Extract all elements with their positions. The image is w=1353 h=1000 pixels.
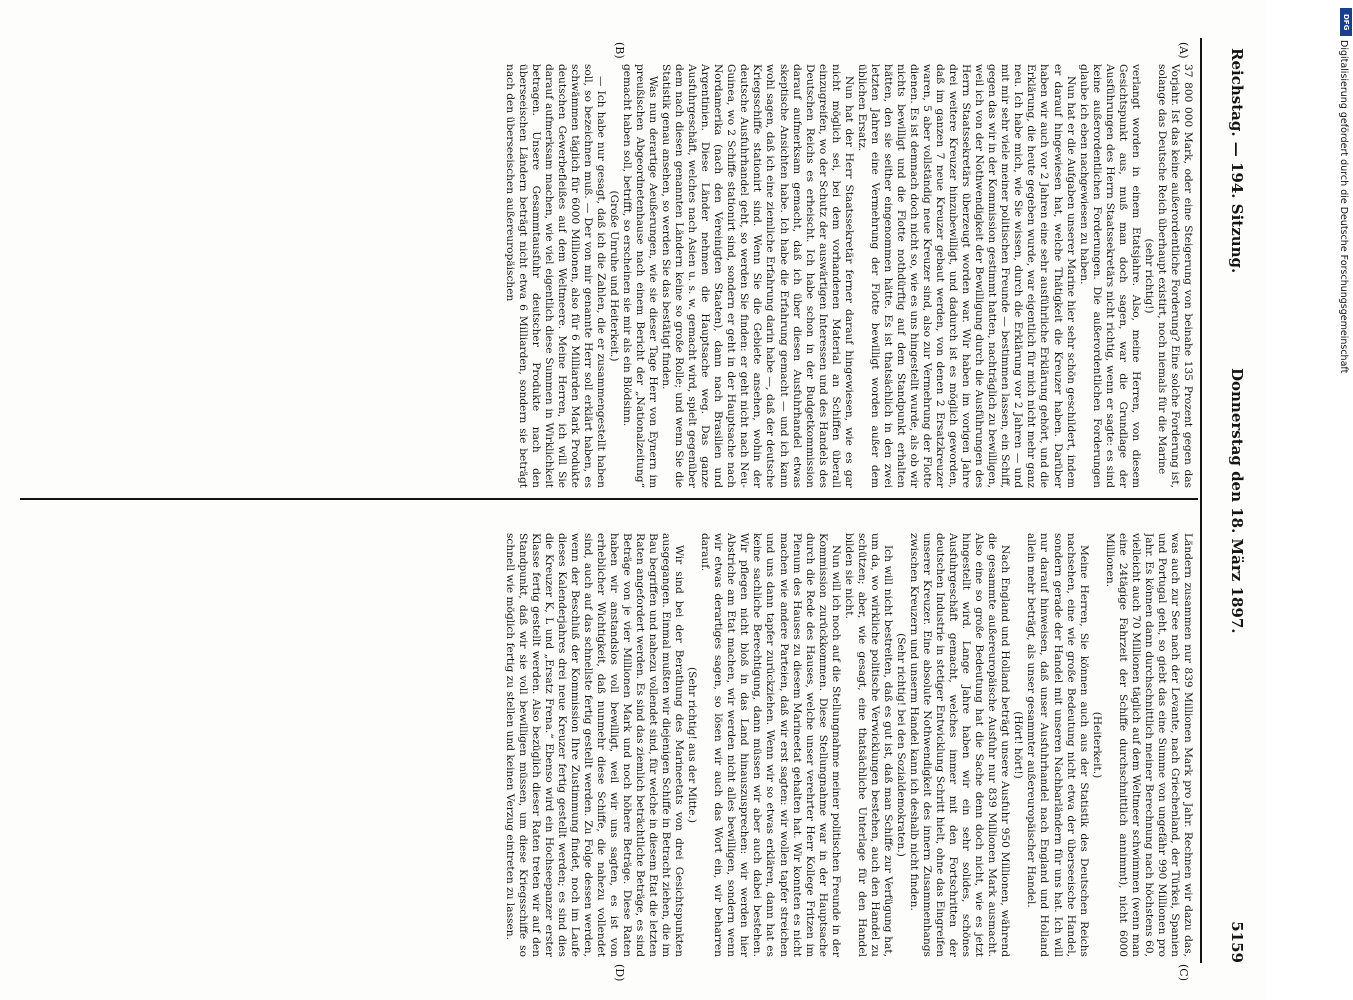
paragraph: Nun hat der Herr Staatssekretär ferner darauf hingewiesen, wie es gar nicht möglich sei, bei dem vorhandenen Material an Schiffen überall einzugreifen, wo der Schutz der auswärtigen Interessen und des Handels des Deutschen Reichs es erheischt. Ich habe schon in der Budgetkommission darauf aufmerksam gemacht, daß ich über diesen Ausfuhrhandel etwas skeptische Ansichten habe. Ich habe die Erfahrung gemacht — und ich kann wohl sagen, daß ich eine ziemliche Erfahrung darin habe —, daß der deutsche Kriegsschiffe stationirt sind. Wenn Sie die Gebiete ansehen, wohin der deutsche Ausfuhrhandel geht, so werden Sie finden: er geht nicht nach Neu-Guinea, wo 2 Schiffe stationirt sind, sondern er geht in der Hauptsache nach Nordamerika (nach den Vereinigten Staaten), dann nach Brasilien und Argentinien. Diese Länder nehmen die Hauptsache weg. Das ganze Ausfuhrgeschäft, welches nach Asien u. s. w. gemacht wird, spielt gegenüber dem nach diesen genannten Ländern keine so große Rolle; und wenn Sie die Statistik genau ansehen, so werden Sie das bestätigt finden. [660, 64, 855, 488]
digitization-credit: Digitalisierung gefördert durch die Deutsche Forschungsgemeinschaft [1338, 40, 1349, 374]
page-number: 5159 [1228, 921, 1246, 963]
paragraph: Nach England und Holland beträgt unsere Ausfuhr 950 Millionen, während die gesammte außereuropäische Ausfuhr nur 839 Millionen Mark ausmacht. Also eine so große Bedeutung hat die Sache denn doch nicht, wie es jetzt hingestellt wird. Lange Jahre haben wir ein sehr solides, schönes Ausfuhrgeschäft gemacht, welches immer mit den Fortschritten der deutschen Industrie in stetiger Entwicklung Schritt hielt, ohne das Eingreifen unserer Kreuzer. Eine absolute Nothwendigkeit des innern Zusammenhangs zwischen Kreuzern und unserm Handel kann ich deshalb nicht finden. [908, 533, 1012, 957]
left-column [24, 64, 1194, 488]
page-header [1200, 38, 1266, 963]
margin-mark-d: (D) [613, 964, 626, 982]
interjection: (Hört! hört!) [1012, 711, 1025, 779]
margin-mark-b: (B) [613, 42, 626, 59]
margin-mark-c: (C) [1177, 964, 1190, 981]
interjection: (sehr richtig!) [1142, 238, 1155, 314]
header-left: Reichstag. — 194. Sitzung. [1228, 48, 1246, 274]
header-date: Donnerstag den 18. März 1897. [1228, 368, 1246, 634]
paragraph: — Ich habe nur gesagt, daß ich die Zahlen, die er zusammengestellt haben soll, so bezeichnen muß. — Der von mir genannte Herr soll erklärt haben, es schwämmen täglich für 6000 Millionen, also für 6 Milliarden Mark Produkte deutschen Gewerbefleißes auf dem Weltmeere. Meine Herren, ich will Sie darauf aufmerksam machen, wie viel eigentlich diese Summen in Wirklichkeit betragen. Unsere Gesammtausfuhr deutscher Produkte nach den überseeischen Ländern beträgt nicht etwa 6 Milliarden, sondern sie beträgt nach den überseeischen außereuropäischen [503, 64, 607, 488]
dfg-logo: DFG [1340, 8, 1352, 36]
paragraph: verlangt worden in einem Etatsjahre. Also, meine Herren, von diesem Gesichtspunkt aus, muß man doch sagen, war die Grundlage der Ausführungen des Herrn Staatssekretärs nicht richtig, wenn er sagte: es sind keine außerordentlichen Forderungen. Die außerordentlichen Forderungen glaube ich eben nachgewiesen zu haben. [1077, 64, 1142, 488]
paragraph: 37 800 000 Mark, oder eine Steigerung von beinahe 135 Prozent gegen das Vorjahr. Ist das keine außerordentliche Forderung? Eine solche Forderung ist, solange das Deutsche Reich überhaupt existirt, noch niemals für die Marine [1155, 64, 1194, 488]
paragraph: Was nun derartige Aeußerungen, wie sie dieser Tage Herr von Eynern im preußischen Abgeordnetenhause nach einem Bericht der „Nationalzeitung“ gemacht haben soll, betrifft, so erscheinen sie mir als ein Blödsinn. [620, 64, 660, 488]
column-divider [20, 498, 1198, 500]
paragraph: Ländern zusammen nur 839 Millionen Mark pro Jahr. Rechnen wir dazu das, was auch zur See nach der Levante, nach Griechenland, der Türkei, Spanien und Portugal geht, so giebt das eine Summe von ungefähr 990 Millionen pro Jahr. Es können dann durchschnittlich meiner Berechnung nach höchstens 60, vielleicht auch 70 Millionen täglich auf dem Weltmeer schwimmen (wenn man eine 24tägige Fahrzeit der Schiffe durchschnittlich annimmt), nicht 6000 Millionen. [1103, 533, 1194, 957]
paragraph: Meine Herren, Sie können auch aus der Statistik des Deutschen Reichs nachsehen, eine wie große Bedeutung nicht etwa der überseeische Handel, sondern gerade der Handel mit unseren Nachbarländern für uns hat. Ich will nur darauf hinweisen, daß unser Ausfuhrhandel nach England und Holland allein mehr beträgt, als unser gesammter außereuropäischer Handel. [1025, 533, 1090, 957]
paragraph: Nun hat er die Aufgaben unserer Marine hier sehr schön geschildert, indem er darauf hingewiesen hat, welche Thätigkeit die Kreuzer haben. Darüber haben wir auch vor 2 Jahren eine sehr ausführliche Erklärung gehört, und die Erklärung, die heute gegeben wurde, war eigentlich für mich nicht mehr ganz neu. Ich habe mich, wie Sie wissen, durch die Erklärung vor 2 Jahren — und mit mir sehr viele meiner politischen Freunde — bestimmen lassen, ein Schiff, gegen das wir in der Kommission gestimmt hatten, nachträglich zu bewilligen, weil ich von der Nothwendigkeit der Bewilligung durch die Ausführungen des Herrn Staatssekretärs überzeugt worden war. Wir haben im vorigen Jahre drei weitere Kreuzer hinzubewilligt, und dadurch ist es möglich geworden, daß im ganzen 7 neue Kreuzer gebaut werden, von denen 2 Ersatzkreuzer waren, 5 aber vollständig neue Kreuzer sind, also zur Vermehrung der Flotte dienen. Es ist demnach doch nicht so, wie es uns hingestellt wurde, als ob wir nichts bewilligt und die Flotte nothdürftig auf dem Standpunkt erhalten hätten, den sie seither eingenommen hätte. Es ist thatsächlich in den zwei letzten Jahren eine Vermehrung der Flotte bewilligt worden außer dem üblichen Ersatz. [855, 64, 1077, 488]
paragraph: Ich will nicht bestreiten, daß es gut ist, daß man Schiffe zur Verfügung hat, um da, wo wirkliche politische Verwicklungen bestehen, auch den Handel zu schützen; aber, wie gesagt, eine thatsächliche Unterlage für den Handel bilden sie nicht. [842, 533, 894, 957]
right-column [24, 533, 1194, 957]
interjection: (Große Unruhe und Heiterkeit.) [607, 190, 620, 362]
header-rule [1200, 38, 1202, 963]
margin-mark-a: (A) [1177, 42, 1190, 59]
interjection: (Sehr richtig! aus der Mitte.) [686, 666, 699, 824]
paragraph: Wir sind bei der Berathung des Marineetats von drei Gesichtspunkten ausgegangen. Einmal mußten wir diejenigen Schiffe in Betracht ziehen, die im Bau begriffen und nahezu vollendet sind, für welche in diesem Etat die letzten Raten angefordert werden. Es sind das ziemlich beträchtliche Beträge, es sind Beträge von je vier Millionen Mark und noch höhere Beträge. Diese Raten haben wir anstandslos voll bewilligt, weil wir uns sagten, es ist von erheblicher Wichtigkeit, daß nunmehr diese Schiffe, die nahezu vollendet sind, auch auf das schnellste fertig gestellt werden. Zu Folge dessen werden, wenn der Beschluß der Kommission Ihre Zustimmung findet, noch im Laufe dieses Kalenderjahres drei neue Kreuzer fertig gestellt werden; es sind dies die Kreuzer K, L und „Ersatz Frena.“ Ebenso wird ein Hochseepanzer erster Klasse fertig gestellt werden. Also bezüglich dieser Raten treten wir auf den Standpunkt, daß wir sie voll bewilligen müssen, um diese Kriegsschiffe so schnell wie möglich fertig zu stellen und keinen Verzug eintreten zu lassen. [503, 533, 686, 957]
paragraph: Nun will ich noch auf die Stellungnahme meiner politischen Freunde in der Kommission zurückkommen. Diese Stellungnahme war in der Hauptsache durch die Rede des Hauses, welche unser verehrter Herr Kollege Fritzen im Plenum des Hauses zu diesem Marineetat gehalten hat. Wir konnten es nicht machen wie andere Parteien, daß wir erst sagten: wir wollen tapfer streichen und uns dann tapfer zurückziehen. Wenn wir so etwas erklären, dann hat es keine sachliche Berechtigung, dann müssen wir aber auch dabei bestehen. Wir pflegen nicht bloß in das Land hinauszusprechen: wir werden hier Abstriche am Etat machen, wir werden nicht alles bewilligen, sondern wenn wir etwas derartiges sagen, so lösen wir auch das Wort ein, wir beharren darauf. [699, 533, 842, 957]
interjection: (Sehr richtig! bei den Sozialdemokraten.) [894, 633, 907, 857]
interjection: (Heiterkeit.) [1090, 711, 1103, 779]
